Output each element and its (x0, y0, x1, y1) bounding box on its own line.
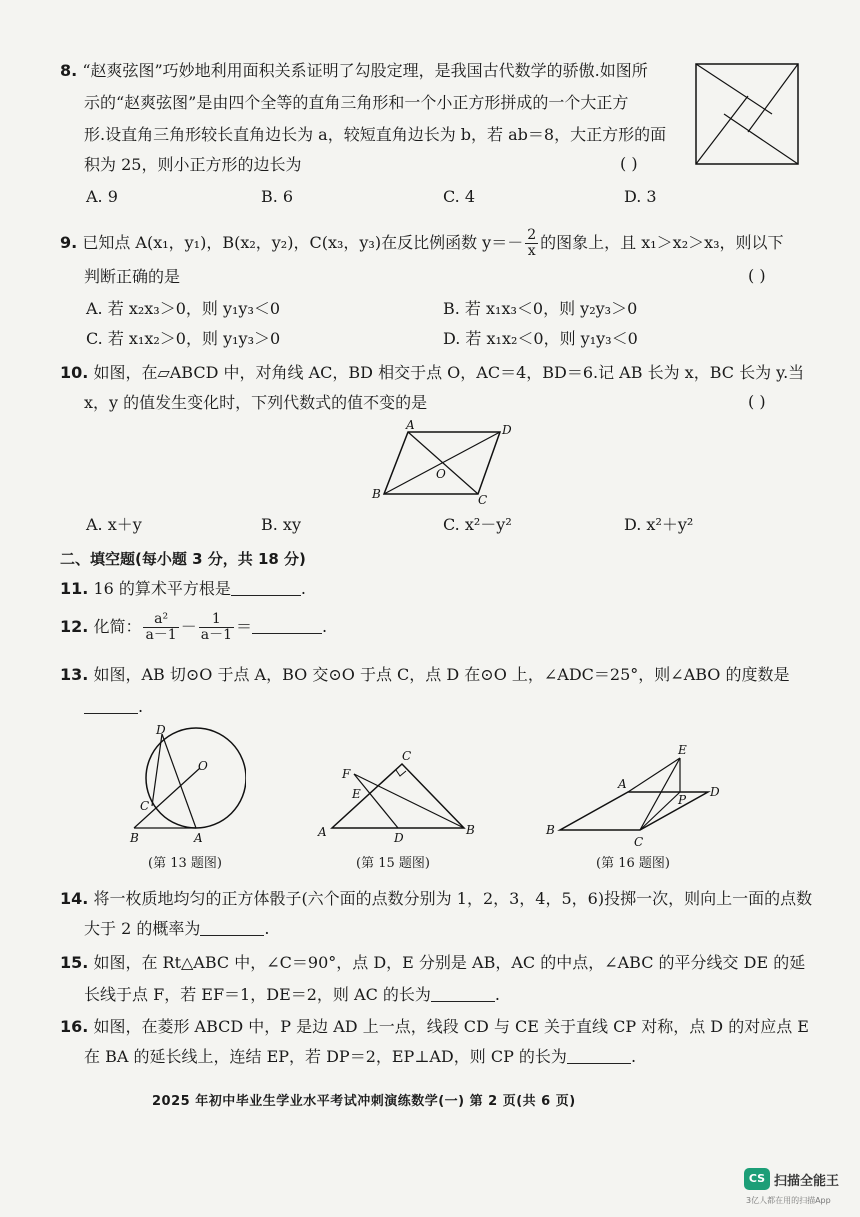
q13-line2 (84, 696, 143, 718)
q9-number: 9. (60, 233, 78, 252)
q13-line1 (60, 664, 790, 686)
q13-end: . (138, 697, 144, 716)
q9-answer-paren: ( ) (748, 266, 766, 285)
q13-blank (84, 697, 138, 714)
fig10-label-b: B (372, 487, 381, 501)
q9-line1 (60, 228, 784, 259)
q10-option-c: C. x²－y² (443, 515, 512, 534)
fig16-label-c: C (634, 835, 644, 849)
q15-text-1: 如图，在 Rt△ABC 中，∠C＝90°，点 D，E 分别是 AB，AC 的中点，∠ABC 的平分线交 DE 的延 (93, 953, 806, 972)
fig16-label-b: B (546, 823, 555, 837)
q15-line2 (84, 984, 500, 1006)
scanner-app-name: 扫描全能王 (774, 1174, 840, 1189)
q16-text-2: 在 BA 的延长线上，连结 EP，若 DP＝2，EP⊥AD，则 CP 的长为 (84, 1047, 567, 1066)
q10-line1 (60, 362, 804, 384)
q10-option-a: A. x＋y (86, 515, 142, 534)
q10-answer-paren: ( ) (748, 392, 766, 411)
q16-line1 (60, 1016, 809, 1038)
q14-blank (200, 919, 264, 936)
fig10-label-a: A (406, 418, 415, 432)
fig15-label-a: A (318, 825, 327, 839)
q8-option-a: A. 9 (86, 187, 118, 206)
figure-15 (314, 746, 484, 846)
scanner-watermark (744, 1168, 844, 1208)
q10-line2: x，y 的值发生变化时，下列代数式的值不变的是 (84, 393, 428, 412)
q8-answer-paren: ( ) (620, 154, 638, 173)
q15-number: 15. (60, 953, 89, 972)
q8-option-c: C. 4 (443, 187, 476, 206)
q12-text: 化简： (93, 617, 142, 636)
section-2-heading: 二、填空题(每小题 3 分，共 18 分) (60, 550, 306, 568)
page-footer: 2025 年初中毕业生学业水平考试冲刺演练数学(一) 第 2 页(共 6 页) (152, 1094, 576, 1109)
q14-text-1: 将一枚质地均匀的正方体骰子(六个面的点数分别为 1，2，3，4，5，6)投掷一次，则向上一面的点数 (93, 889, 813, 908)
q12-f1-den: a－1 (145, 627, 177, 643)
q8-option-d: D. 3 (624, 187, 657, 206)
q9-text-b: 的图象上，且 x₁＞x₂＞x₃，则以下 (540, 233, 784, 252)
q16-end: . (630, 1047, 637, 1066)
q11-end: . (300, 579, 306, 598)
q8-option-b: B. 6 (261, 187, 294, 206)
fig13-label-a: A (194, 831, 203, 845)
q15-text-2: 长线于点 F，若 EF＝1，DE＝2，则 AC 的长为 (84, 985, 431, 1004)
q12-line (60, 612, 327, 643)
q8-text-1: “赵爽弦图”巧妙地利用面积关系证明了勾股定理，是我国古代数学的骄傲.如图所 (82, 61, 648, 80)
q16-number: 16. (60, 1017, 89, 1036)
q9-option-b: B. 若 x₁x₃＜0，则 y₂y₃＞0 (443, 299, 638, 318)
fig15-label-f: F (342, 767, 351, 781)
q12-fraction-1 (143, 612, 178, 643)
q12-f2-num: 1 (199, 612, 234, 628)
q12-minus: － (180, 617, 197, 636)
fig13-label-o: O (198, 759, 208, 773)
fig15-label-b: B (466, 823, 475, 837)
scanner-app-tagline: 3亿人都在用的扫描App (746, 1196, 831, 1205)
q9-option-c: C. 若 x₁x₂＞0，则 y₁y₃＞0 (86, 329, 281, 348)
fig10-label-d: D (502, 423, 512, 437)
q13-number: 13. (60, 665, 89, 684)
q8-line1 (60, 60, 648, 82)
fig13-label-b: B (130, 831, 139, 845)
figure-16-caption: (第 16 题图) (596, 856, 670, 871)
q9-fraction (525, 228, 538, 259)
fig10-label-c: C (478, 493, 488, 507)
q12-equals: ＝ (236, 617, 253, 636)
q10-text-1: 如图，在▱ABCD 中，对角线 AC，BD 相交于点 O，AC＝4，BD＝6.记 AB 长为 x，BC 长为 y.当 (93, 363, 805, 382)
fig15-label-c: C (402, 749, 412, 763)
q9-frac-den: x (527, 243, 536, 259)
q10-option-d: D. x²＋y² (624, 515, 694, 534)
parallelogram-figure (368, 418, 518, 508)
q12-fraction-2 (199, 612, 234, 643)
q14-text-2: 大于 2 的概率为 (84, 919, 201, 938)
q11-text: 16 的算术平方根是 (93, 579, 231, 598)
q14-line2 (84, 918, 269, 940)
figure-13-caption: (第 13 题图) (148, 856, 222, 871)
fig16-label-d: D (710, 785, 720, 799)
q11-blank (231, 579, 301, 596)
q9-option-d: D. 若 x₁x₂＜0，则 y₁y₃＜0 (443, 329, 638, 348)
q9-option-a: A. 若 x₂x₃＞0，则 y₁y₃＜0 (86, 299, 281, 318)
q16-line2 (84, 1046, 636, 1068)
scanner-logo-icon: CS (744, 1168, 770, 1190)
q13-text-1: 如图，AB 切⊙O 于点 A，BO 交⊙O 于点 C，点 D 在⊙O 上，∠ADC＝25°，则∠ABO 的度数是 (93, 665, 790, 684)
fig16-label-a: A (618, 777, 627, 791)
fig13-label-d: D (156, 723, 166, 737)
q14-end: . (264, 919, 270, 938)
fig15-label-e: E (352, 787, 361, 801)
q15-blank (431, 985, 495, 1002)
figure-16 (544, 742, 734, 850)
q9-text-a: 已知点 A(x₁，y₁)，B(x₂，y₂)，C(x₃，y₃)在反比例函数 y＝－ (82, 233, 524, 252)
q16-text-1: 如图，在菱形 ABCD 中，P 是边 AD 上一点，线段 CD 与 CE 关于直线 CP 对称，点 D 的对应点 E (93, 1017, 809, 1036)
fig16-label-e: E (678, 743, 687, 757)
q8-line3: 形.设直角三角形较长直角边长为 a，较短直角边长为 b，若 ab＝8，大正方形的面 (84, 125, 667, 144)
figure-13 (126, 722, 246, 846)
fig16-label-p: P (678, 793, 687, 807)
q15-end: . (494, 985, 500, 1004)
q8-number: 8. (60, 61, 78, 80)
q14-line1 (60, 888, 812, 910)
q14-number: 14. (60, 889, 89, 908)
q15-line1 (60, 952, 805, 974)
q16-blank (567, 1047, 631, 1064)
fig10-label-o: O (436, 467, 446, 481)
q12-number: 12. (60, 617, 89, 636)
fig13-label-c: C (140, 799, 150, 813)
q12-f1-num: a² (143, 612, 178, 628)
q12-end: . (322, 617, 328, 636)
q12-f2-den: a－1 (200, 627, 232, 643)
q10-number: 10. (60, 363, 89, 382)
q9-line2: 判断正确的是 (84, 267, 181, 286)
fig15-label-d: D (394, 831, 404, 845)
q12-blank (252, 617, 322, 634)
q8-line2: 示的“赵爽弦图”是由四个全等的直角三角形和一个小正方形拼成的一个大正方 (84, 93, 629, 112)
q11-line (60, 578, 306, 600)
q9-frac-num: 2 (527, 227, 537, 243)
q11-number: 11. (60, 579, 89, 598)
q8-line4: 积为 25，则小正方形的边长为 (84, 155, 302, 174)
zhao-shuang-figure (694, 62, 802, 166)
figure-15-caption: (第 15 题图) (356, 856, 430, 871)
q10-option-b: B. xy (261, 515, 301, 534)
